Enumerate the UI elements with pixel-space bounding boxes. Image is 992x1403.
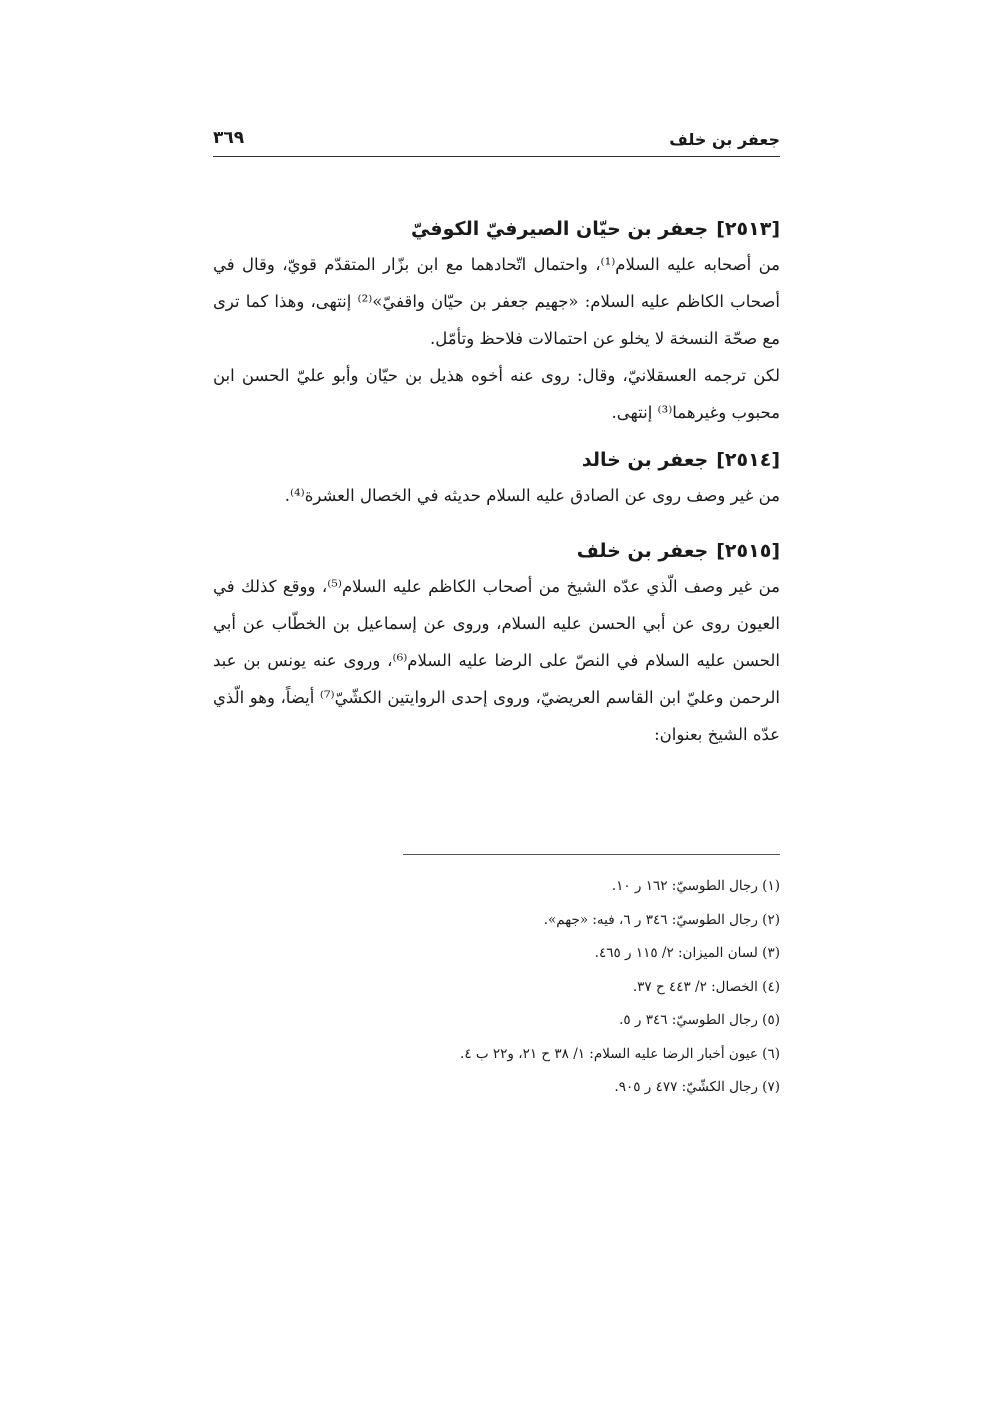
header-rule — [213, 156, 780, 157]
running-title: جعفر بن خلف — [669, 130, 780, 149]
entry-2514 — [213, 443, 780, 514]
entry-number: [٢٥١٥] — [716, 540, 780, 562]
footnote: (٧) رجال الكشّيّ: ٤٧٧ ر ٩٠٥. — [614, 1079, 780, 1095]
footnote: (٣) لسان الميزان: ٢/ ١١٥ ر ٤٦٥. — [594, 945, 780, 961]
entry-number: [٢٥١٣] — [716, 218, 780, 240]
entry-paragraph: لكن ترجمه العسقلانيّ، وقال: روى عنه أخوه هذيل بن حيّان وأبو عليّ الحسن ابن محبوب وغيرهما⁽³⁾ إنتهى. — [213, 366, 780, 422]
footnote: (٤) الخصال: ٢/ ٤٤٣ ح ٣٧. — [632, 978, 780, 995]
footnotes — [213, 870, 780, 1105]
entry-name: جعفر بن خالد — [581, 449, 709, 471]
footnote: (١) رجال الطوسيّ: ١٦٢ ر ١٠. — [611, 878, 780, 894]
footnote: (٥) رجال الطوسيّ: ٣٤٦ ر ٥. — [619, 1012, 780, 1028]
footnote: (٦) عيون أخبار الرضا عليه السلام: ١/ ٣٨ ح ٢١، و٢٢ ب ٤. — [460, 1045, 780, 1062]
entry-name: جعفر بن حيّان الصيرفيّ الكوفيّ — [410, 218, 709, 240]
entry-heading — [213, 443, 780, 477]
entry-2513 — [213, 212, 780, 431]
entry-name: جعفر بن خلف — [576, 540, 709, 562]
page-number: ٣٦٩ — [213, 128, 245, 148]
entry-number: [٢٥١٤] — [716, 449, 780, 471]
footnote-rule — [403, 854, 780, 855]
footnote: (٢) رجال الطوسيّ: ٣٤٦ ر ٦، فيه: «جهم». — [543, 911, 780, 928]
entry-2515 — [213, 534, 780, 753]
main-text — [213, 212, 780, 753]
entry-heading — [213, 534, 780, 568]
entry-paragraph: من غير وصف روى عن الصادق عليه السلام حديثه في الخصال العشرة⁽⁴⁾. — [284, 486, 780, 505]
running-head — [213, 126, 780, 156]
entry-paragraph: من أصحابه عليه السلام⁽¹⁾، واحتمال اتّحادهما مع ابن بزّار المتقدّم قويّ، وقال في أصحاب الكاظم عليه السلام: «جهيم جعفر بن حيّان واقفيّ»⁽²⁾ إنتهى، وهذا كما ترى مع صحّة النسخة لا يخلو عن احتمالات فلاحظ وتأمّل. — [213, 255, 780, 348]
entry-paragraph: من غير وصف الّذي عدّه الشيخ من أصحاب الكاظم عليه السلام⁽⁵⁾، ووقع كذلك في العيون روى عن أبي الحسن عليه السلام، وروى عن إسماعيل بن الخطّاب عن أبي الحسن عليه السلام في النصّ على الرضا عليه السلام⁽⁶⁾، وروى عنه يونس بن عبد الرحمن وعليّ ابن القاسم العريضيّ، وروى إحدى الروايتين الكشّيّ⁽⁷⁾ أيضاً، وهو الّذي عدّه الشيخ بعنوان: — [213, 577, 780, 744]
book-page — [213, 0, 780, 1403]
entry-heading — [213, 212, 780, 246]
